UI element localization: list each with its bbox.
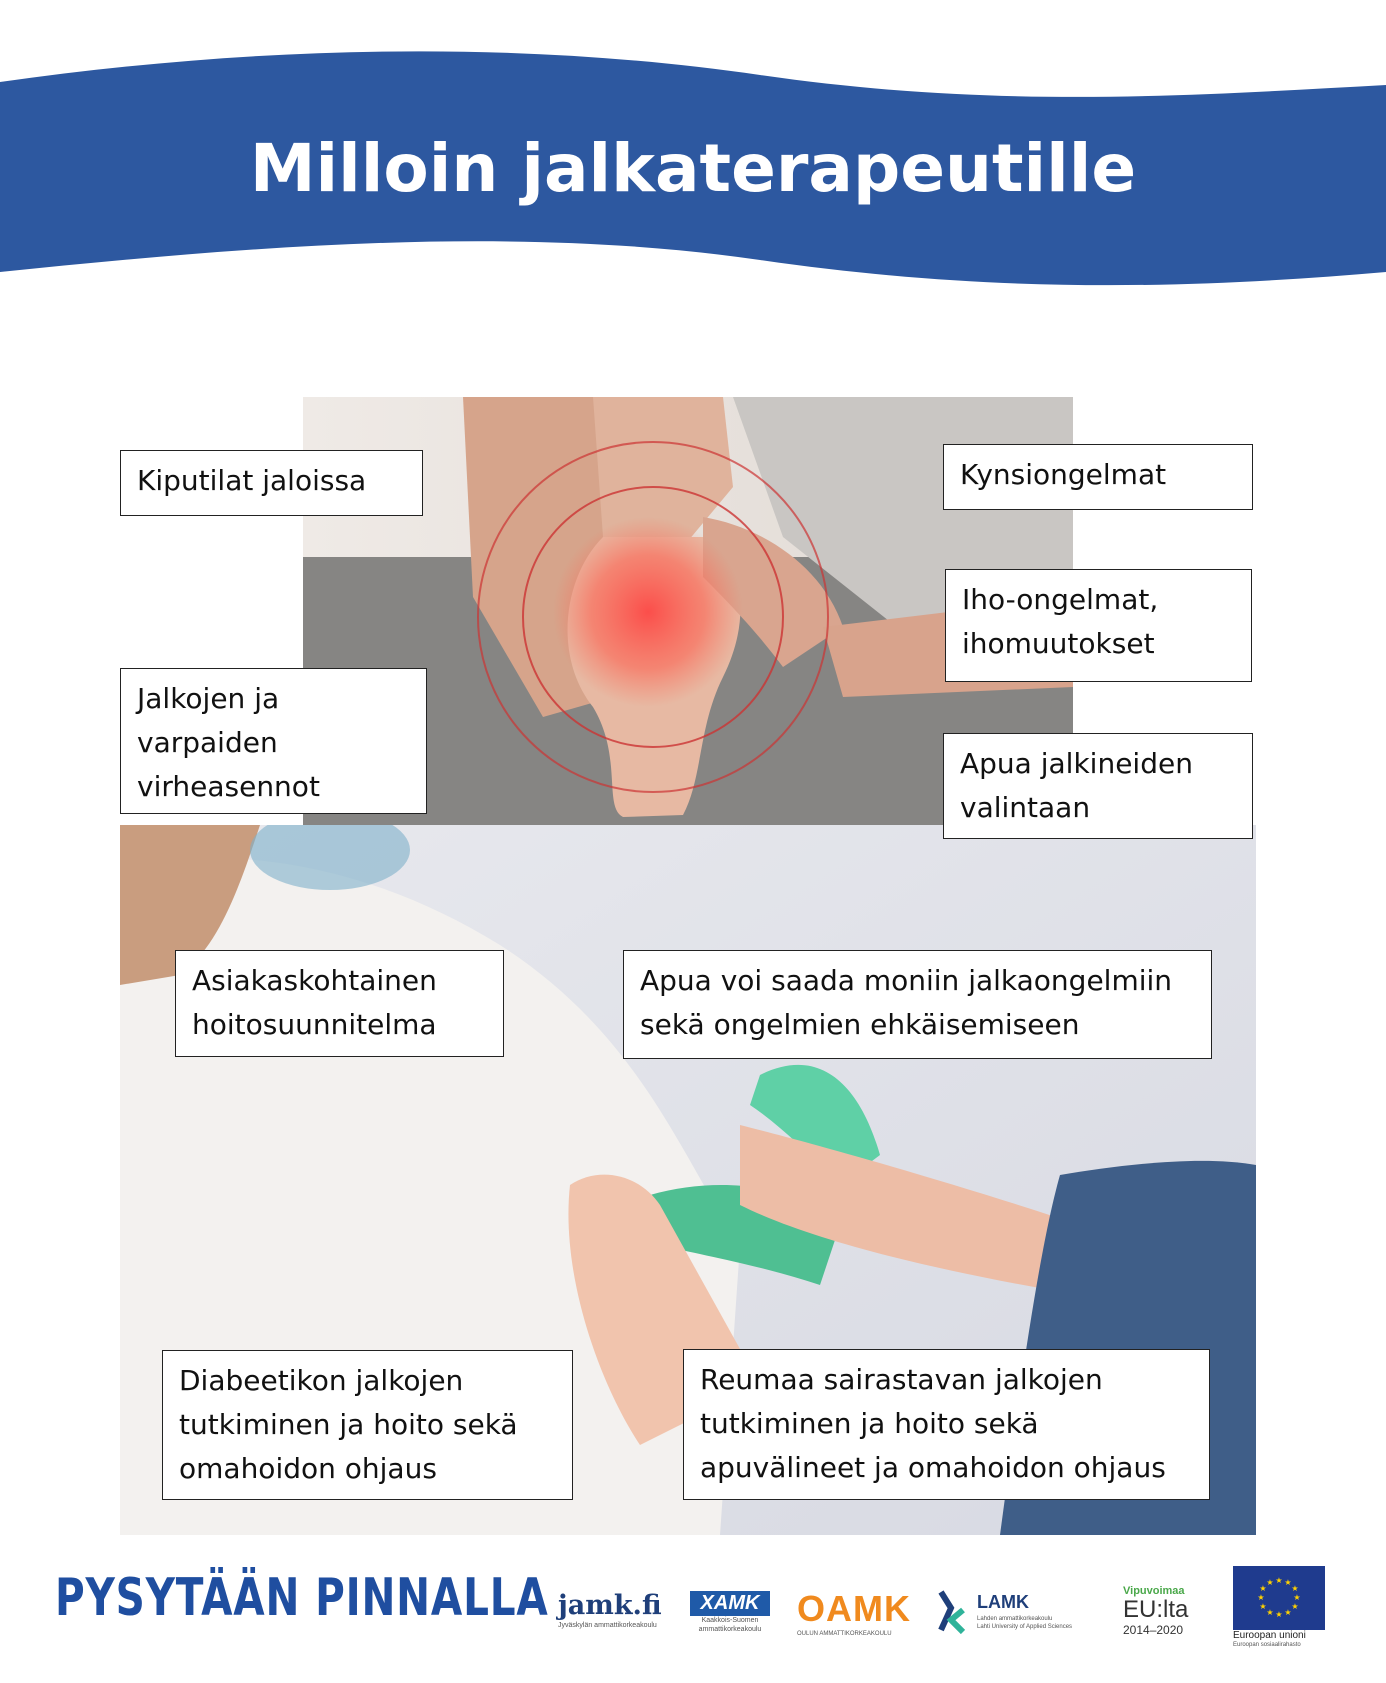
vipuvoimaa-text: Vipuvoimaa [1123, 1585, 1185, 1597]
vipu-years: 2014–2020 [1123, 1623, 1184, 1637]
xamk-subtext: Kaakkois-Suomen ammattikorkeakoulu [698, 1617, 762, 1633]
eulta-text: EU:lta [1123, 1596, 1189, 1623]
xamk-text: XAMK [690, 1591, 770, 1616]
svg-text:★: ★ [1266, 1578, 1274, 1587]
lamk-mark-icon [935, 1590, 969, 1634]
iho-ongelmat-box: Iho-ongelmat, ihomuutokset [945, 569, 1252, 682]
svg-text:★: ★ [1259, 1584, 1267, 1593]
vipuvoimaa-logo [1123, 1585, 1213, 1637]
svg-text:★: ★ [1266, 1608, 1274, 1617]
svg-text:★: ★ [1257, 1593, 1265, 1602]
hoitosuunnitelma-box: Asiakaskohtainen hoitosuunnitelma [175, 950, 504, 1057]
reuma-box: Reumaa sairastavan jalkojen tutkiminen ja hoito sekä apuvälineet ja omahoidon ohjaus [683, 1349, 1210, 1500]
svg-text:★: ★ [1291, 1584, 1299, 1593]
svg-text:★: ★ [1291, 1602, 1299, 1611]
oamk-text: OAMK [797, 1588, 911, 1629]
pysytaan-pinnalla-logo: PYSYTÄÄN PINNALLA [55, 1568, 549, 1628]
diabeetikko-box: Diabeetikon jalkojen tutkiminen ja hoito sekä omahoidon ohjaus [162, 1350, 573, 1500]
eu-subtext: Euroopan sosiaalirahasto [1233, 1642, 1301, 1648]
jamk-subtext: Jyväskylän ammattikorkeakoulu [558, 1622, 657, 1629]
svg-text:★: ★ [1259, 1602, 1267, 1611]
jamk-logo [558, 1590, 663, 1630]
svg-text:★: ★ [1284, 1608, 1292, 1617]
eu-text: Euroopan unioni [1233, 1630, 1306, 1641]
lamk-text: LAMK [977, 1592, 1029, 1612]
lamk-subtext: Lahden ammattikorkeakoulu Lahti University of Applied Sciences [977, 1616, 1073, 1630]
xamk-logo [690, 1591, 770, 1634]
oamk-logo [797, 1588, 911, 1639]
kiputilat-box: Kiputilat jaloissa [120, 450, 423, 516]
jamk-text: jamk.fi [558, 1590, 662, 1621]
kynsiongelmat-box: Kynsiongelmat [943, 444, 1253, 510]
page-title: Milloin jalkaterapeutille [249, 130, 1137, 207]
oamk-subtext: OULUN AMMATTIKORKEAKOULU [797, 1631, 892, 1637]
eu-flag-icon [1233, 1566, 1325, 1630]
eu-logo [1233, 1566, 1325, 1650]
svg-text:★: ★ [1275, 1610, 1283, 1619]
svg-text:★: ★ [1275, 1576, 1283, 1585]
jalkineet-box: Apua jalkineiden valintaan [943, 733, 1253, 839]
svg-text:★: ★ [1284, 1578, 1292, 1587]
virheasennot-box: Jalkojen ja varpaiden virheasennot [120, 668, 427, 814]
svg-text:★: ★ [1293, 1593, 1301, 1602]
apua-box: Apua voi saada moniin jalkaongelmiin sekä ongelmien ehkäisemiseen [623, 950, 1212, 1059]
